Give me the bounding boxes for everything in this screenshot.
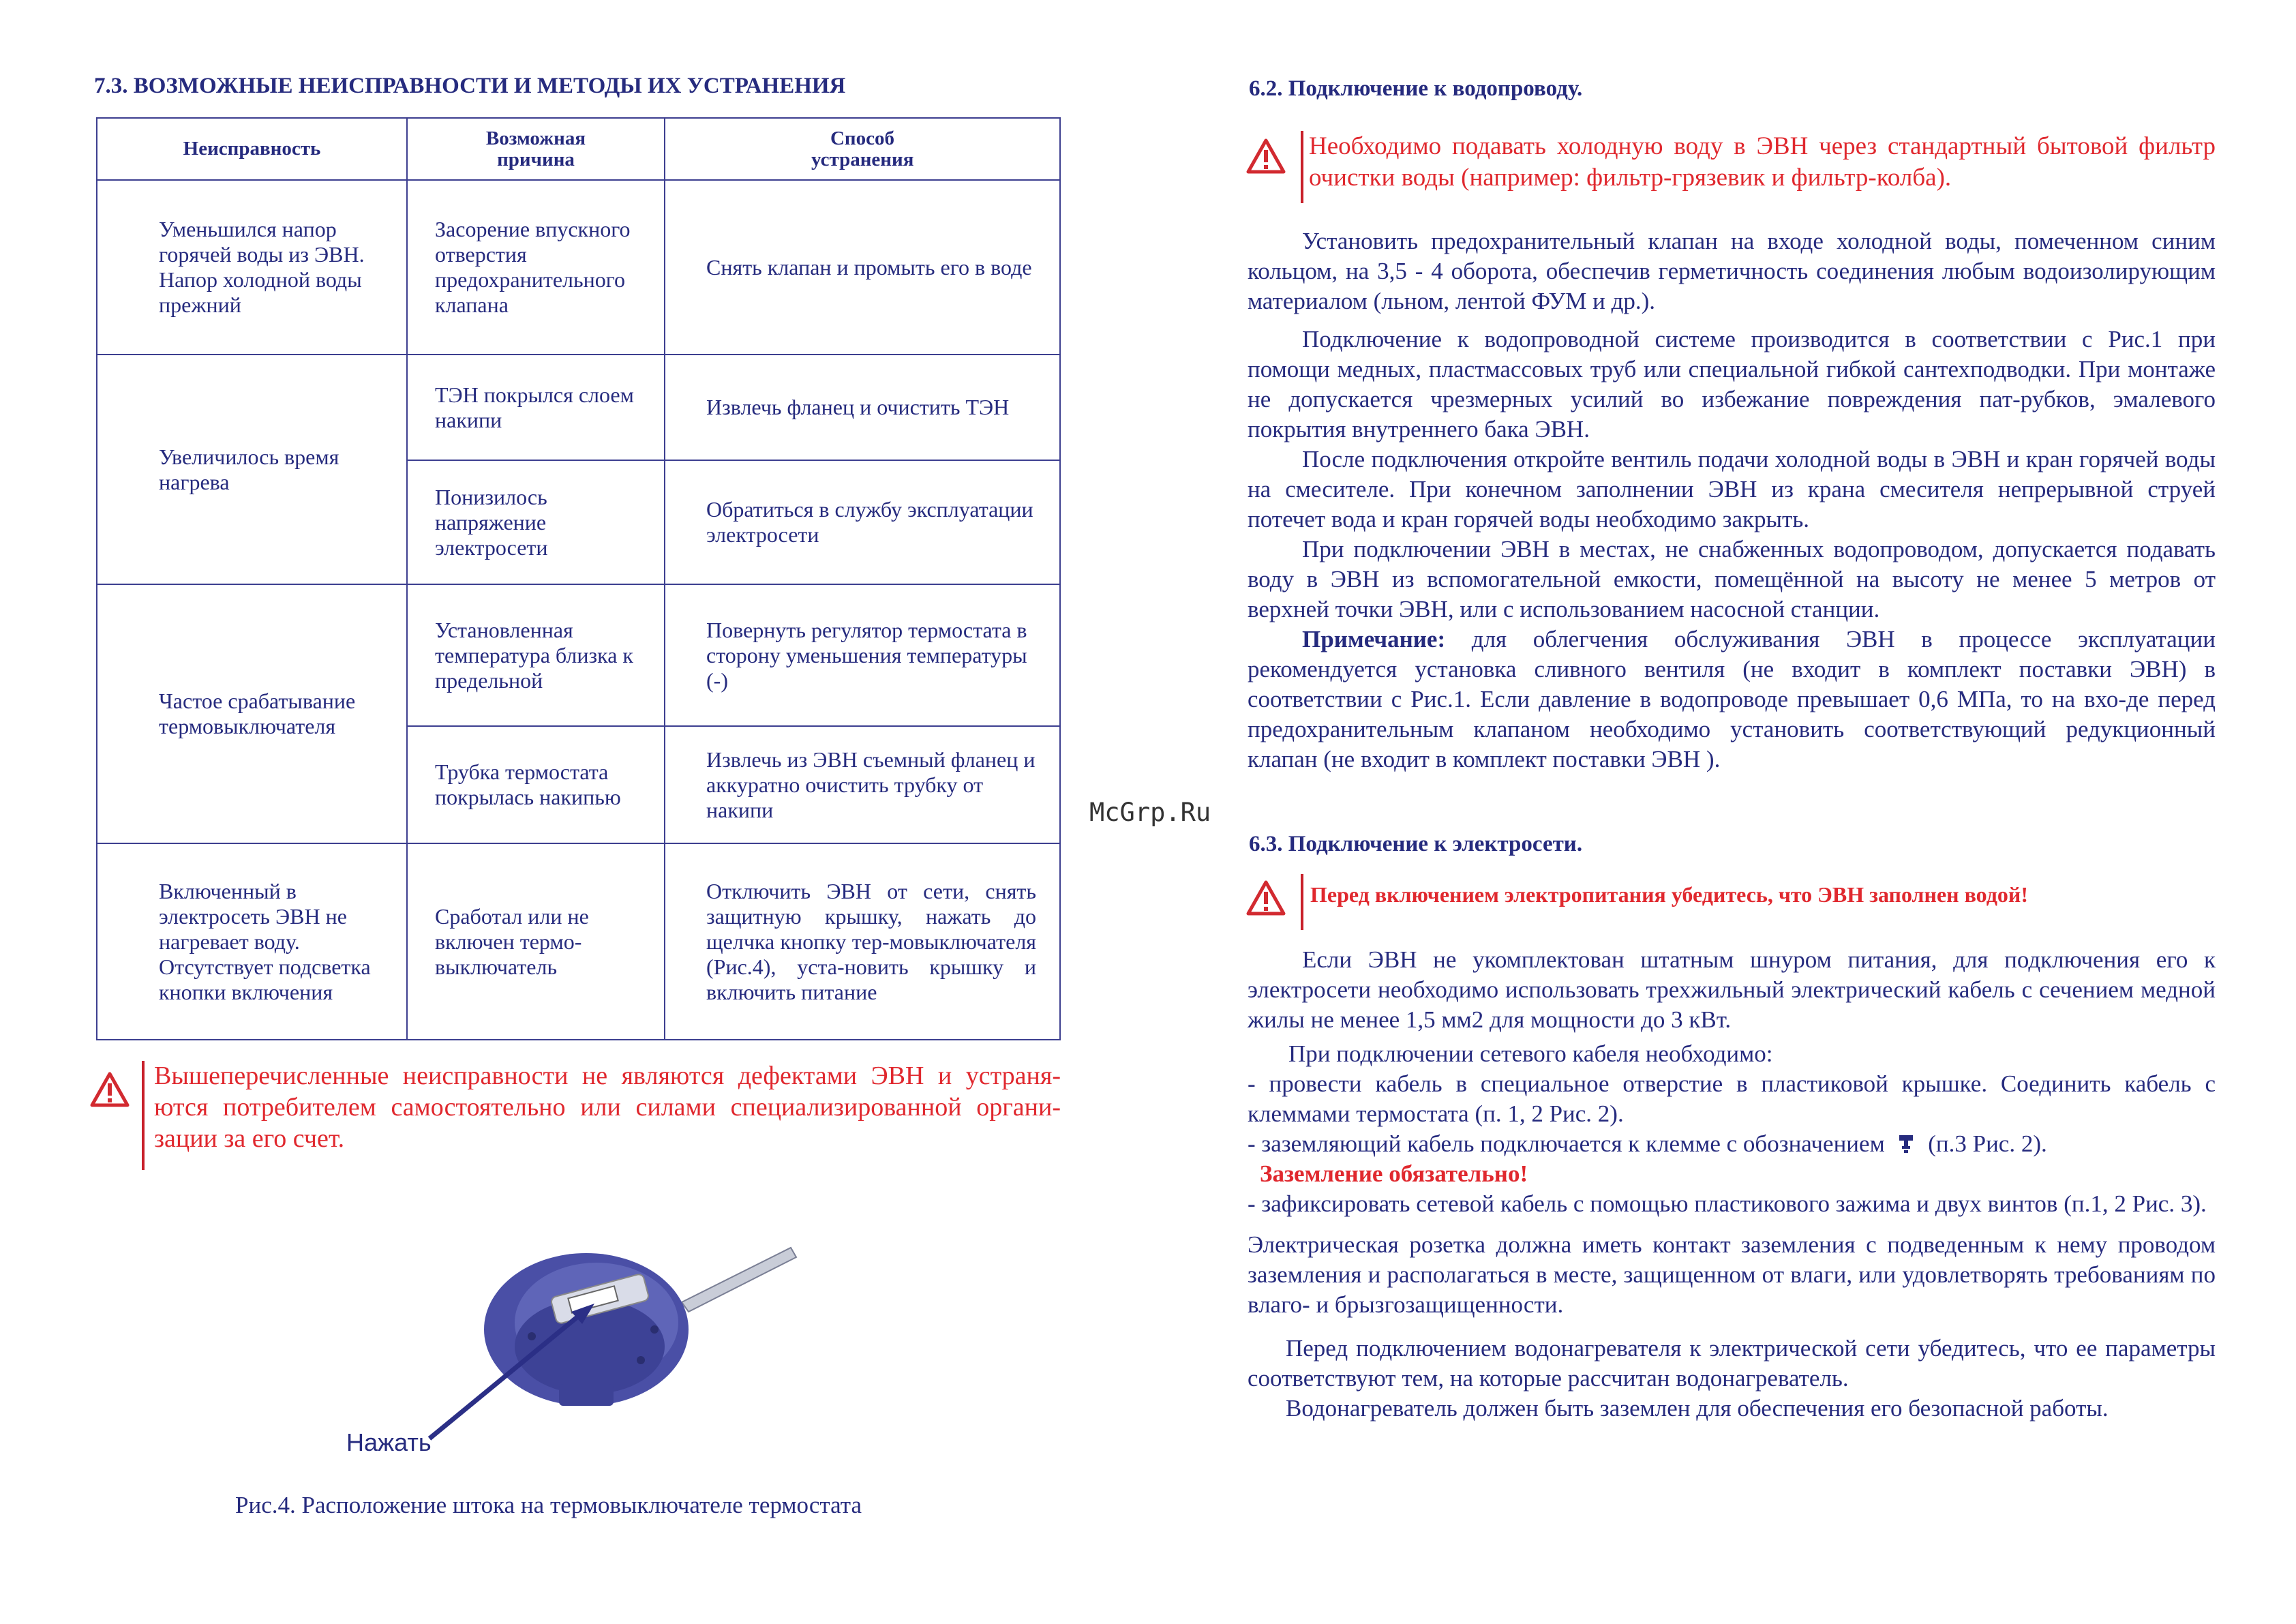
s63-paragraph-3: Электрическая розетка должна иметь контакт заземления с подведенным к нему проводом заземления и располагаться в месте, защищенном от влаги, или удовлетворять требованиям по влаго- и брызгозащищенности. bbox=[1248, 1231, 2216, 1318]
note-text: для облегчения обслуживания ЭВН в процессе эксплуатации рекомендуется установка сливного вентиля (не входит в комплект поставки ЭВН) в соответствии с Рис.1. Если давление в водопроводе превышает 0,6 МПа, то на вхо-де перед предохранительным клапаном необходимо установить соответствующий редукционный клапан (не входит в комплект поставки ЭВН ). bbox=[1248, 626, 2216, 772]
table-row bbox=[97, 584, 1060, 726]
s62-note bbox=[1248, 625, 2216, 775]
s63-bullet-3: - зафиксировать сетевой кабель с помощью пластикового зажима и двух винтов (п.1, 2 Рис. 3). bbox=[1248, 1190, 2207, 1217]
fault-cell: Уменьшился напор горячей воды из ЭВН. Напор холодной воды прежний bbox=[97, 180, 407, 355]
left-warning-text: Вышеперечисленные неисправности не являются дефектами ЭВН и устраня-ются потребителем самостоятельно или силами специализированной органи-зации за его счет. bbox=[154, 1062, 1061, 1153]
watermark: McGrp.Ru bbox=[1089, 798, 1211, 827]
s63-paragraph-1: Если ЭВН не укомплектован штатным шнуром питания, для подключения его к электросети необходимо использовать трехжильный электрический кабель с сечением медной жилы не менее 1,5 мм2 для мощности до 3 кВт. bbox=[1248, 946, 2216, 1033]
figure-caption: Рис.4. Расположение штока на термовыключателе термостата bbox=[235, 1492, 862, 1518]
ground-symbol-icon bbox=[1897, 1134, 1915, 1154]
remedy-cell: Обратиться в службу эксплуатации электросети bbox=[665, 460, 1060, 584]
bullet-2-ref: (п.3 Рис. 2). bbox=[1928, 1130, 2047, 1157]
fault-cell: Частое срабатывание термовыключателя bbox=[97, 584, 407, 843]
s63-warning-text: Перед включением электропитания убедитесь, что ЭВН заполнен водой! bbox=[1310, 882, 2028, 907]
warning-bar bbox=[1301, 874, 1303, 930]
warning-triangle-icon bbox=[90, 1072, 130, 1107]
remedy-cell: Извлечь фланец и очистить ТЭН bbox=[665, 355, 1060, 460]
s63-paragraph-4: Перед подключением водонагревателя к электрической сети убедитесь, что ее параметры соответствуют тем, на которые рассчитан водонагреватель. bbox=[1248, 1335, 2216, 1392]
table-row bbox=[97, 843, 1060, 1040]
header-remedy: Способ устранения bbox=[665, 118, 1060, 180]
thermostat-figure bbox=[423, 1227, 804, 1459]
s63-bullet-1: - провести кабель в специальное отверстие в пластиковой крышке. Соединить кабель с клеммами термостата (п. 1, 2 Рис. 2). bbox=[1248, 1070, 2216, 1127]
header-fault: Неисправность bbox=[97, 118, 407, 180]
fault-cell: Включенный в электросеть ЭВН не нагревает воду. Отсутствует подсветка кнопки включения bbox=[97, 843, 407, 1040]
s63-body bbox=[1248, 945, 2216, 1424]
remedy-cell: Снять клапан и промыть его в воде bbox=[665, 180, 1060, 355]
s63-bullet-2 bbox=[1248, 1129, 2216, 1159]
cause-cell: Установленная температура близка к предельной bbox=[407, 584, 665, 726]
remedy-cell: Извлечь из ЭВН съемный фланец и аккуратно очистить трубку от накипи bbox=[665, 726, 1060, 843]
s62-body bbox=[1248, 226, 2216, 775]
table-row bbox=[97, 355, 1060, 460]
warning-triangle-icon bbox=[1246, 880, 1286, 916]
cause-cell: Понизилось напряжение электросети bbox=[407, 460, 665, 584]
s62-paragraph-3: После подключения откройте вентиль подачи холодной воды в ЭВН и кран горячей воды на смесителе. При конечном заполнении ЭВН из крана смесителя непрерывной струей потечет вода и кран горячей воды необходимо закрыть. bbox=[1248, 446, 2216, 532]
s62-paragraph-2: Подключение к водопроводной системе производится в соответствии с Рис.1 при помощи медных, пластмассовых труб или специальной гибкой сантехподводки. При монтаже не допускается чрезмерных усилий во избежание повреждения пат-рубков, эмалевого покрытия внутреннего бака ЭВН. bbox=[1248, 326, 2216, 442]
header-cause: Возможная причина bbox=[407, 118, 665, 180]
figure-label: Нажать bbox=[346, 1428, 432, 1456]
bullet-2-text: - заземляющий кабель подключается к клемме с обозначением bbox=[1248, 1130, 1885, 1157]
section-title-7-3: 7.3. ВОЗМОЖНЫЕ НЕИСПРАВНОСТИ И МЕТОДЫ ИХ УСТРАНЕНИЯ bbox=[94, 74, 846, 98]
s62-paragraph-4: При подключении ЭВН в местах, не снабженных водопроводом, допускается подавать воду в ЭВН из вспомогательной емкости, помещённой на высоту не менее 5 метров от верхней точки ЭВН, или с использованием насосной станции. bbox=[1248, 536, 2216, 622]
warning-bar bbox=[1301, 131, 1303, 203]
remedy-cell: Отключить ЭВН от сети, снять защитную крышку, нажать до щелчка кнопку тер-мовыключателя (Рис.4), уста-новить крышку и включить питание bbox=[665, 843, 1060, 1040]
cause-cell: Трубка термостата покрылась накипью bbox=[407, 726, 665, 843]
cause-cell: Сработал или не включен термо-выключатель bbox=[407, 843, 665, 1040]
warning-bar bbox=[142, 1061, 145, 1170]
s63-paragraph-2: При подключении сетевого кабеля необходимо: bbox=[1288, 1040, 1773, 1067]
cause-cell: ТЭН покрылся слоем накипи bbox=[407, 355, 665, 460]
section-title-6-2: 6.2. Подключение к водопроводу. bbox=[1249, 76, 1583, 101]
section-title-6-3: 6.3. Подключение к электросети. bbox=[1249, 832, 1583, 856]
remedy-cell: Повернуть регулятор термостата в сторону уменьшения температуры (-) bbox=[665, 584, 1060, 726]
s62-paragraph-1: Установить предохранительный клапан на входе холодной воды, помеченном синим кольцом, на 3,5 - 4 оборота, обеспечив герметичность соединения любым водоизолирующим материалом (льном, лентой ФУМ и др.). bbox=[1248, 228, 2216, 314]
cause-cell: Засорение впускного отверстия предохранительного клапана bbox=[407, 180, 665, 355]
fault-cell: Увеличилось время нагрева bbox=[97, 355, 407, 584]
troubleshooting-table bbox=[96, 117, 1061, 1040]
ground-required: Заземление обязательно! bbox=[1260, 1160, 1528, 1187]
warning-triangle-icon bbox=[1246, 138, 1286, 174]
table-row bbox=[97, 180, 1060, 355]
note-label: Примечание: bbox=[1302, 626, 1446, 652]
s62-warning-text: Необходимо подавать холодную воду в ЭВН через стандартный бытовой фильтр очистки воды (например: фильтр-грязевик и фильтр-колба). bbox=[1309, 132, 2216, 192]
s63-paragraph-5: Водонагреватель должен быть заземлен для обеспечения его безопасной работы. bbox=[1286, 1395, 2109, 1422]
